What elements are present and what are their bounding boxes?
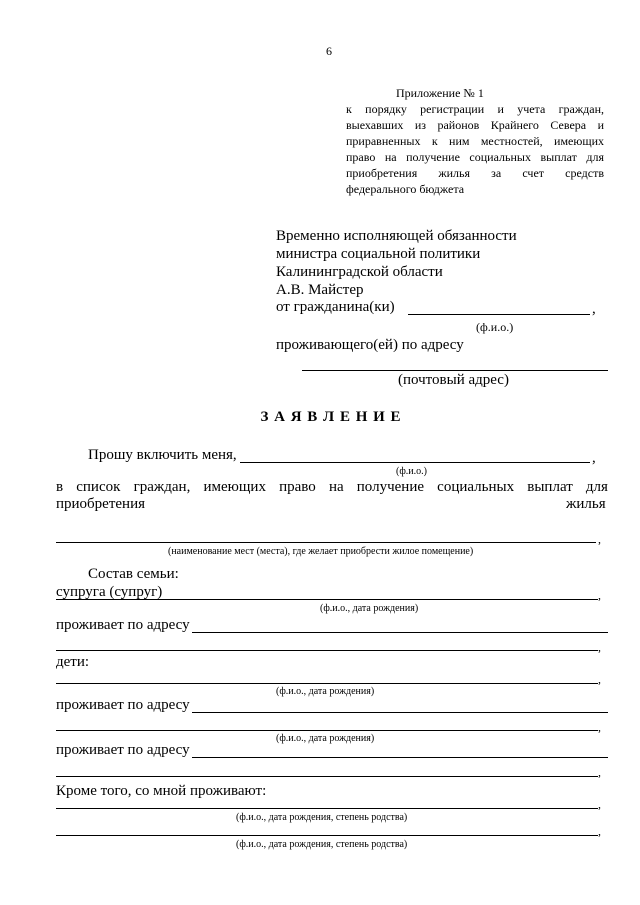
spouse-field[interactable] [56,599,598,600]
address-label: проживает по адресу [56,742,190,758]
spouse-caption: (ф.и.о., дата рождения) [320,603,419,614]
postal-address-field[interactable] [302,370,608,371]
appendix-line: к порядку регистрации и учета граждан, [346,102,604,116]
place-caption: (наименование мест (места), где желает приобрести жилое помещение) [168,546,474,557]
addressee-name: А.В. Майстер [276,282,364,298]
addressee-block [276,227,517,299]
purchase-left: приобретения [56,496,146,512]
list-word: выплат [527,479,573,495]
children-caption: (ф.и.о., дата рождения) [276,733,375,744]
comma: , [592,301,596,317]
relative-field-2[interactable] [56,835,598,836]
comma: , [598,765,601,779]
addressee-line: министра социальной политики [276,246,481,262]
comma: , [598,824,601,838]
list-word: на [328,479,344,495]
request-label: Прошу включить меня, [88,447,237,463]
children-caption: (ф.и.о., дата рождения) [276,686,375,697]
list-word: право [279,479,316,495]
postal-caption: (почтовый адрес) [398,372,509,388]
fio-caption: (ф.и.о.) [396,466,427,477]
appendix-title: Приложение № 1 [396,86,484,100]
comma: , [598,797,601,811]
appendix-line: право на получение социальных выплат для [346,150,604,164]
applicant-fio-field[interactable] [240,462,590,463]
addressee-line: Временно исполняющей обязанности [276,228,517,244]
list-word: имеющих [203,479,266,495]
fio-caption: (ф.и.о.) [476,320,514,334]
from-label: от гражданина(ки) [276,299,395,315]
children-address-field-1[interactable] [192,712,608,713]
purchase-right: жилья [566,496,606,512]
list-word: социальных [437,479,515,495]
list-word: граждан, [133,479,191,495]
address-label: проживает по адресу [56,617,190,633]
comma: , [598,640,601,654]
document-heading: З А Я В Л Е Н И Е [260,409,402,425]
children-label: дети: [56,654,90,670]
comma: , [598,720,601,734]
address-label: проживает по адресу [56,697,190,713]
also-label: Кроме того, со мной проживают: [56,783,267,799]
from-fio-field[interactable] [408,314,590,315]
list-word: в [56,479,64,495]
list-word: получение [356,479,425,495]
appendix-line: приобретения жилья за счет средств [346,166,604,180]
children-field[interactable] [56,683,598,684]
children-address-field-3[interactable] [192,757,608,758]
appendix-line: федерального бюджета [346,182,465,196]
residing-label: проживающего(ей) по адресу [276,337,464,353]
spouse-address-field-2[interactable] [56,650,598,651]
comma: , [598,532,601,546]
relative-field-1[interactable] [56,808,598,809]
appendix-text [346,101,604,197]
list-word: для [585,479,608,495]
family-label: Состав семьи: [88,566,179,582]
comma: , [598,672,601,686]
relative-caption: (ф.и.о., дата рождения, степень родства) [236,812,408,823]
appendix-line: приравненных к ним местностей, имеющих [346,134,604,148]
place-field[interactable] [56,542,596,543]
addressee-line: Калининградской области [276,264,443,280]
list-line [56,479,608,496]
page-number: 6 [326,44,332,58]
spouse-address-field-1[interactable] [192,632,608,633]
comma: , [592,450,596,466]
relative-caption: (ф.и.о., дата рождения, степень родства) [236,839,408,850]
list-word: список [76,479,121,495]
comma: , [598,588,601,602]
appendix-line: выехавших из районов Крайнего Севера и [346,118,604,132]
children-address-field-4[interactable] [56,776,598,777]
spouse-label: супруга (супруг) [56,584,163,600]
children-address-field-2[interactable] [56,730,598,731]
